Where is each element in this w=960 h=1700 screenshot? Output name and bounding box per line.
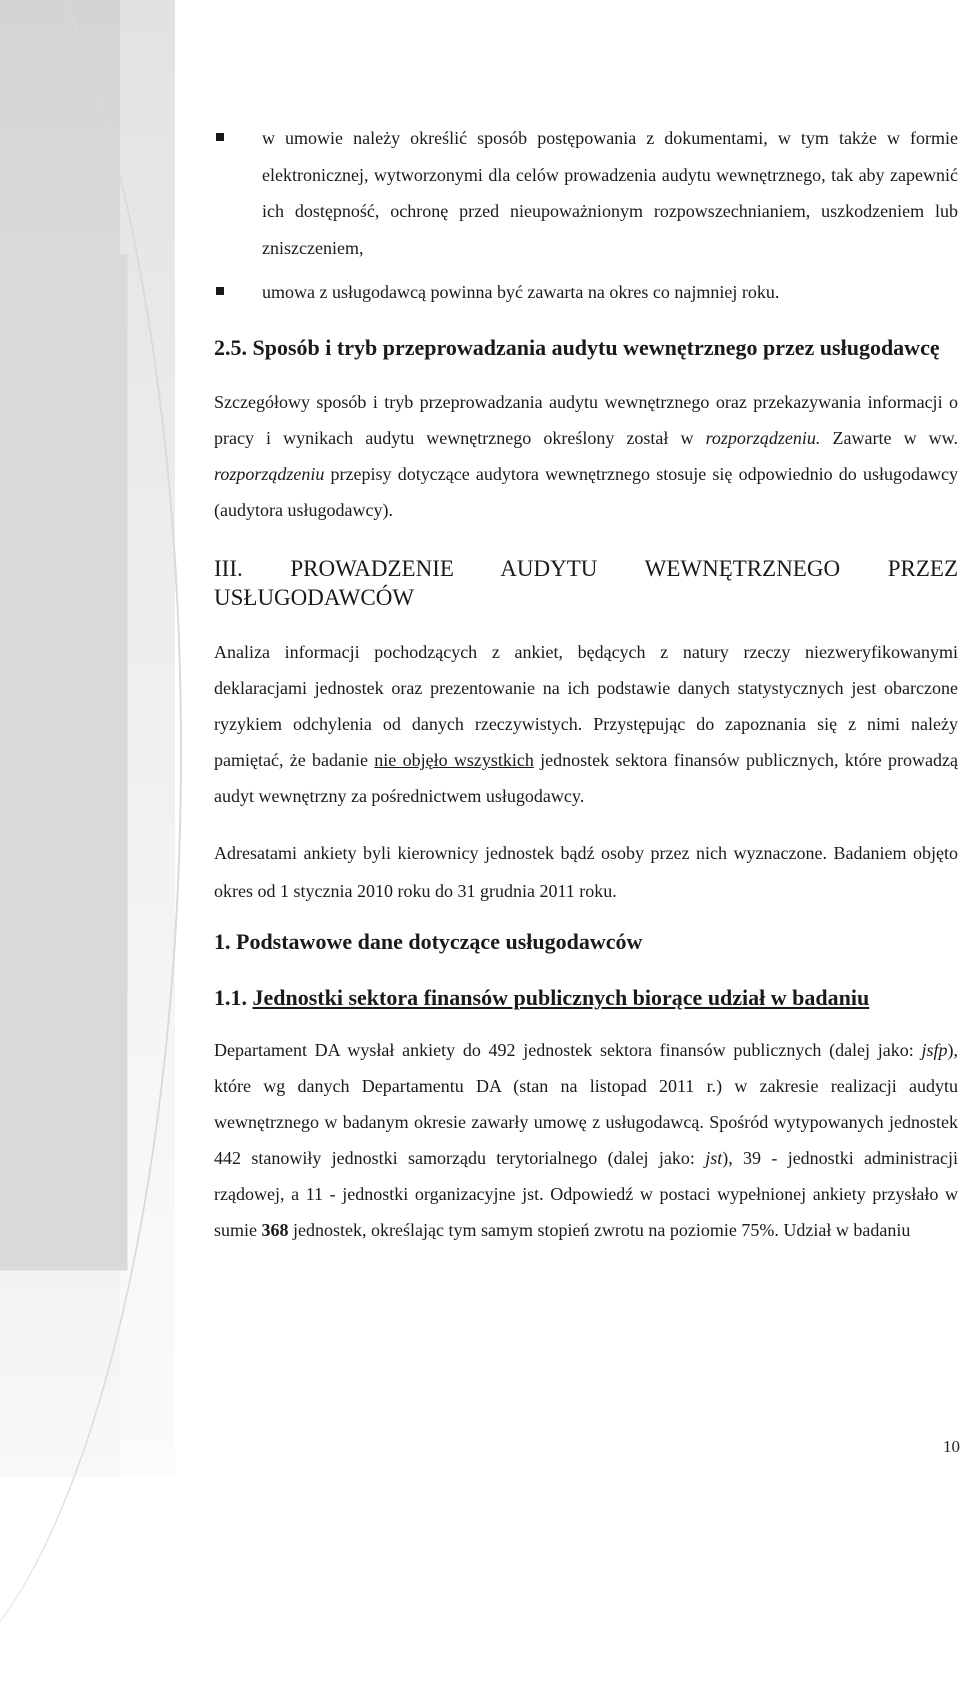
paragraph-text: Szczegółowy sposób i tryb przeprowadzania audytu wewnętrznego oraz przekazywania informacji o pracy i wynikach audytu wewnętrznego określony został w: [214, 392, 958, 448]
paragraph-text: jednostek sektora finansów publicznych, które prowadzą audyt wewnętrzny za pośrednictwem usługodawcy.: [214, 750, 958, 806]
italic-term: jst: [705, 1148, 723, 1168]
bullet-text: w umowie należy określić sposób postępowania z dokumentami, w tym także w formie elektronicznej, wytworzonymi dla celów prowadzenia audytu wewnętrznego, tak aby zapewnić ich dostępność, ochronę przed nieupoważnionym rozpowszechnianiem, uszkodzeniem lub zniszczeniem,: [262, 128, 958, 258]
paragraph-text: Departament DA wysłał ankiety do 492 jednostek sektora finansów publicznych (dalej jako:: [214, 1040, 922, 1060]
paragraph: [214, 384, 958, 528]
paragraph-text: przepisy dotyczące audytora wewnętrznego stosuje się odpowiednio do usługodawcy (audytora usługodawcy).: [214, 464, 958, 520]
paragraph-text: Analiza informacji pochodzących z ankiet, będących z natury rzeczy niezweryfikowanymi deklaracjami jednostek oraz prezentowanie na ich podstawie danych statystycznych jest obarczone ryzykiem odchylenia od danych rzeczywistych. Przystępując do zapoznania się z nimi należy pamiętać, że badanie: [214, 642, 958, 770]
bullet-item: [214, 120, 958, 266]
italic-term: rozporządzeniu: [214, 464, 325, 484]
bullet-text: umowa z usługodawcą powinna być zawarta na okres co najmniej roku.: [262, 282, 780, 302]
bold-number: 368: [261, 1220, 289, 1240]
document-body: [214, 120, 958, 1248]
italic-term: rozporządzeniu.: [705, 428, 821, 448]
section-heading-1: 1. Podstawowe dane dotyczące usługodawców: [214, 929, 643, 954]
paragraph: [214, 634, 958, 814]
paragraph-text: ), które wg danych Departamentu DA (stan na listopad 2011 r.) w zakresie realizacji audytu wewnętrznego w badanym okresie zawarły umowę z usługodawcą. Spośród wytypowanych jednostek 442 stanowiły jednostki samorządu terytorialnego (dalej jako:: [214, 1040, 958, 1168]
page-number: 10: [943, 1437, 960, 1456]
paragraph-text: jednostek, określając tym samym stopień zwrotu na poziomie 75%. Udział w badaniu: [288, 1220, 911, 1240]
paragraph-text: Zawarte w ww.: [820, 428, 958, 448]
section-heading-2-5: 2.5. Sposób i tryb przeprowadzania audytu wewnętrznego przez usługodawcę: [214, 335, 940, 360]
section-heading-1-1: [214, 984, 958, 1012]
decorative-side-band: [0, 0, 175, 1477]
underlined-text: nie objęło wszystkich: [374, 750, 534, 770]
bullet-item: [214, 274, 958, 310]
square-bullet-icon: [216, 133, 224, 141]
heading-text: Jednostki sektora finansów publicznych biorące udział w badaniu: [252, 985, 870, 1010]
section-heading-III: III. PROWADZENIE AUDYTU WEWNĘTRZNEGO PRZEZ USŁUGODAWCÓW: [214, 556, 958, 610]
square-bullet-icon: [216, 287, 224, 295]
paragraph: [214, 1032, 958, 1248]
paragraph: Adresatami ankiety byli kierownicy jednostek bądź osoby przez nich wyznaczone. Badaniem objęto okres od 1 stycznia 2010 roku do 31 grudnia 2011 roku.: [214, 843, 958, 901]
heading-number: 1.1.: [214, 985, 247, 1010]
paragraph-text: ), 39 - jednostki administracji rządowej, a 11 - jednostki organizacyjne jst. Odpowiedź w postaci wypełnionej ankiety przysłało w sumie: [214, 1148, 958, 1240]
italic-term: jsfp: [921, 1040, 948, 1060]
